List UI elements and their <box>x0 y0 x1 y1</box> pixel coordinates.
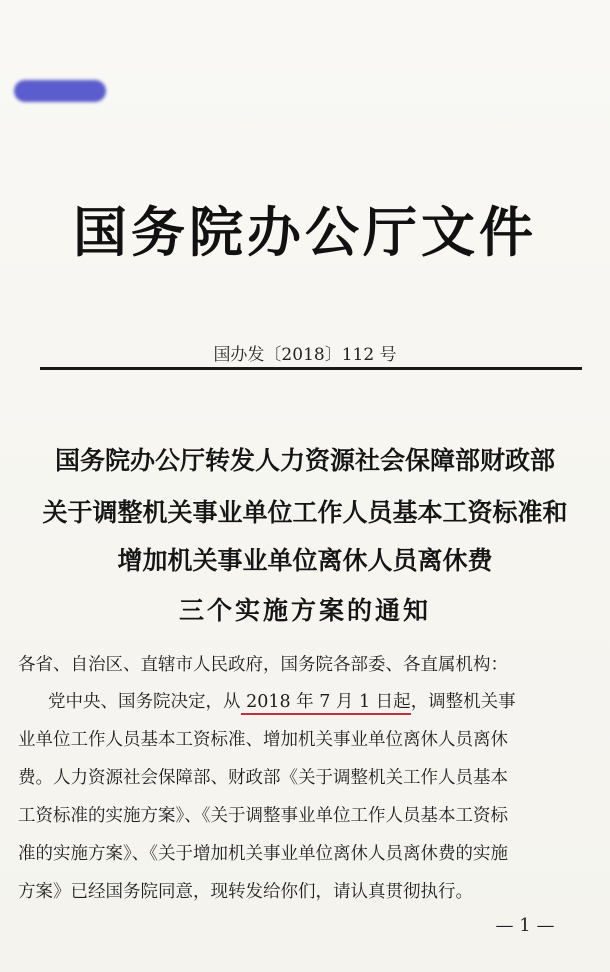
body-text-segment: 党中央、国务院决定，从 <box>48 692 241 712</box>
body-line-3: 业单位工作人员基本工资标准、增加机关事业单位离休人员离休 <box>18 730 508 750</box>
body-line-2 <box>48 688 596 713</box>
header-rule <box>40 367 582 370</box>
document-header-title: 国务院办公厅文件 <box>73 200 537 264</box>
body-line-6: 准的实施方案》、《关于增加机关事业单位离休人员离休费的实施 <box>18 844 508 864</box>
addressee-line: 各省、自治区、直辖市人民政府，国务院各部委、各直属机构： <box>18 655 508 675</box>
document-number: 国办发〔2018〕112 号 <box>213 345 397 365</box>
notice-title-line-3: 增加机关事业单位离休人员离休费 <box>117 546 493 575</box>
notice-title-line-1: 国务院办公厅转发人力资源社会保障部财政部 <box>54 446 555 475</box>
notice-title-line-4: 三个实施方案的通知 <box>178 596 431 625</box>
body-line-4: 费。人力资源社会保障部、财政部《关于调整机关工作人员基本 <box>18 768 508 788</box>
effective-date-highlight: 2018 年 7 月 1 日起 <box>241 692 411 715</box>
body-text-segment: ，调整机关事 <box>410 692 516 712</box>
body-line-7: 方案》已经国务院同意，现转发给你们，请认真贯彻执行。 <box>18 882 473 902</box>
redaction-mark <box>14 80 106 102</box>
notice-title-line-2: 关于调整机关事业单位工作人员基本工资标准和 <box>42 498 568 527</box>
body-line-5: 工资标准的实施方案》、《关于调整事业单位工作人员基本工资标 <box>18 806 508 826</box>
page-number: — 1 — <box>495 915 555 936</box>
